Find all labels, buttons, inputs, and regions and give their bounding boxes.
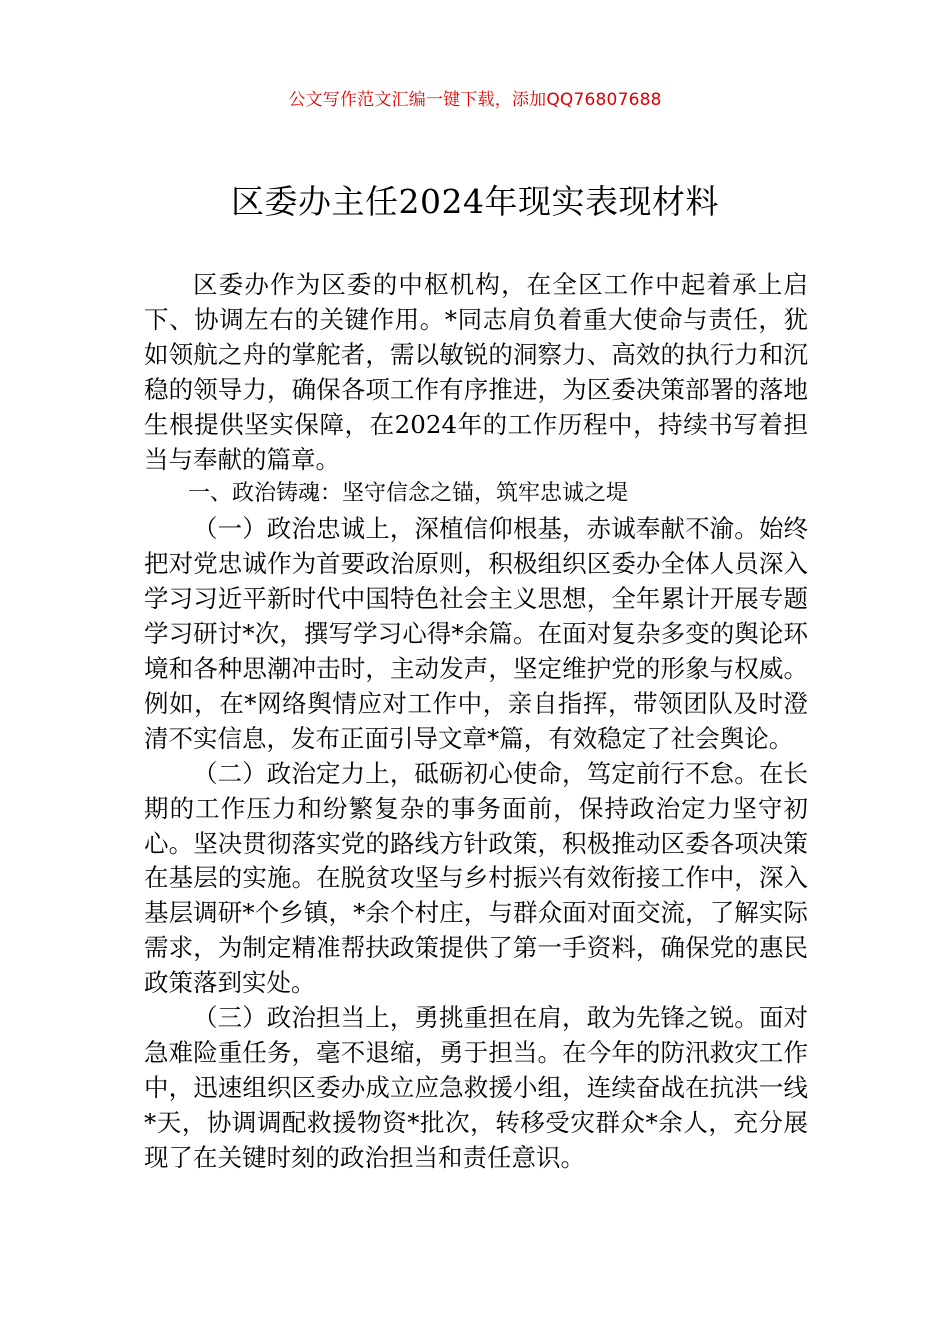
download-banner[interactable]: 公文写作范文汇编一键下载，添加QQ76807688 bbox=[288, 90, 662, 110]
document-title: 区委办主任2024年现实表现材料 bbox=[231, 182, 719, 221]
paragraph-political-resolve: （二）政治定力上，砥砺初心使命，笃定前行不怠。在长期的工作压力和纷繁复杂的事务面前，保持政治定力坚守初心。坚决贯彻落实党的路线方针政策，积极推动区委各项决策在基层的实施。在脱贫攻坚与乡村振兴有效衔接工作中，深入基层调研*个乡镇，*余个村庄，与群众面对面交流，了解实际需求，为制定精准帮扶政策提供了第一手资料，确保党的惠民政策落到实处。 bbox=[144, 758, 808, 998]
intro-paragraph: 区委办作为区委的中枢机构，在全区工作中起着承上启下、协调左右的关键作用。*同志肩负着重大使命与责任，犹如领航之舟的掌舵者，需以敏锐的洞察力、高效的执行力和沉稳的领导力，确保各项工作有序推进，为区委决策部署的落地生根提供坚实保障，在2024年的工作历程中，持续书写着担当与奉献的篇章。 bbox=[144, 270, 808, 474]
paragraph-political-loyalty: （一）政治忠诚上，深植信仰根基，赤诚奉献不渝。始终把对党忠诚作为首要政治原则，积极组织区委办全体人员深入学习习近平新时代中国特色社会主义思想，全年累计开展专题学习研讨*次，撰写学习心得*余篇。在面对复杂多变的舆论环境和各种思潮冲击时，主动发声，坚定维护党的形象与权威。例如，在*网络舆情应对工作中，亲自指挥，带领团队及时澄清不实信息，发布正面引导文章*篇，有效稳定了社会舆论。 bbox=[144, 514, 808, 753]
section-heading: 一、政治铸魂：坚守信念之锚，筑牢忠诚之堤 bbox=[188, 481, 629, 507]
document-body bbox=[144, 268, 808, 1176]
paragraph-political-responsibility: （三）政治担当上，勇挑重担在肩，敢为先锋之锐。面对急难险重任务，毫不退缩，勇于担当。在今年的防汛救灾工作中，迅速组织区委办成立应急救援小组，连续奋战在抗洪一线*天，协调调配救援物资*批次，转移受灾群众*余人，充分展现了在关键时刻的政治担当和责任意识。 bbox=[144, 1003, 808, 1172]
